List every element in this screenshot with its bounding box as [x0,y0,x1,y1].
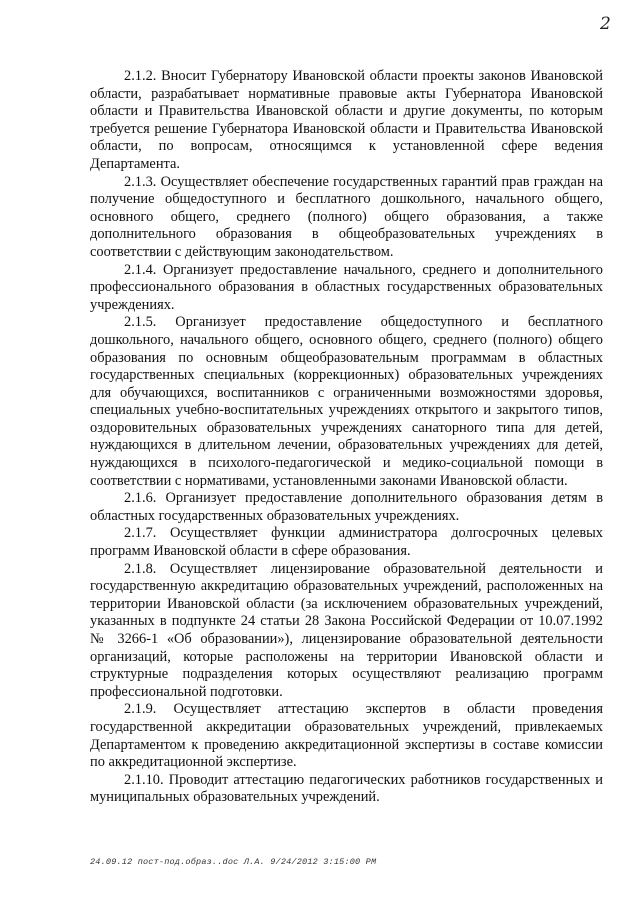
paragraph-2-1-8: 2.1.8. Осуществляет лицензирование образовательной деятельности и государственную аккредитацию образовательных учреждений, расположенных на территории Ивановской области (за исключением образовательных учреждений, указанных в подпункте 24 статьи 28 Закона Российской Федерации от 10.07.1992 № 3266-1 «Об образовании»), лицензирование образовательной деятельности организаций, которые расположены на территории Ивановской области и структурные подразделения которых осуществляют реализацию программ профессиональной подготовки. [90,560,603,700]
paragraph-2-1-7: 2.1.7. Осуществляет функции администратора долгосрочных целевых программ Ивановской области в сфере образования. [90,525,603,560]
paragraph-2-1-5: 2.1.5. Организует предоставление общедоступного и бесплатного дошкольного, начального общего, основного общего, среднего (полного) общего образования по основным общеобразовательным программам в областных государственных специальных (коррекционных) образовательных учреждениях для обучающихся, воспитанников с ограниченными возможностями здоровья, специальных учебно-воспитательных учреждениях открытого и закрытого типов, оздоровительных образовательных учреждениях санаторного типа для детей, нуждающихся в длительном лечении, образовательных учреждениях для детей, нуждающихся в психолого-педагогической и медико-социальной помощи в соответствии с нормативами, установленными законами Ивановской области. [90,314,603,489]
document-body [90,68,603,807]
document-footer: 24.09.12 пост-под.образ..doc Л.А. 9/24/2012 3:15:00 PM [90,857,377,867]
page-number: 2 [600,14,611,34]
paragraph-2-1-9: 2.1.9. Осуществляет аттестацию экспертов в области проведения государственной аккредитации образовательных учреждений, привлекаемых Департаментом к проведению аккредитационной экспертизы в составе комиссии по аккредитационной экспертизе. [90,701,603,771]
paragraph-2-1-10: 2.1.10. Проводит аттестацию педагогических работников государственных и муниципальных образовательных учреждений. [90,771,603,806]
paragraph-2-1-4: 2.1.4. Организует предоставление начального, среднего и дополнительного профессионального образования в областных государственных образовательных учреждениях. [90,261,603,313]
paragraph-2-1-6: 2.1.6. Организует предоставление дополнительного образования детям в областных государственных образовательных учреждениях. [90,490,603,524]
paragraph-2-1-2: 2.1.2. Вносит Губернатору Ивановской области проекты законов Ивановской области, разрабатывает нормативные правовые акты Губернатора Ивановской области и Правительства Ивановской области и другие документы, по которым требуется решение Губернатора Ивановской области и Правительства Ивановской области, по вопросам, относящимся к установленной сфере ведения Департамента. [90,68,603,172]
paragraph-2-1-3: 2.1.3. Осуществляет обеспечение государственных гарантий прав граждан на получение общедоступного и бесплатного дошкольного, начального общего, основного общего, среднего (полного) общего образования, а также дополнительного образования в общеобразовательных учреждениях в соответствии с действующим законодательством. [90,173,603,260]
